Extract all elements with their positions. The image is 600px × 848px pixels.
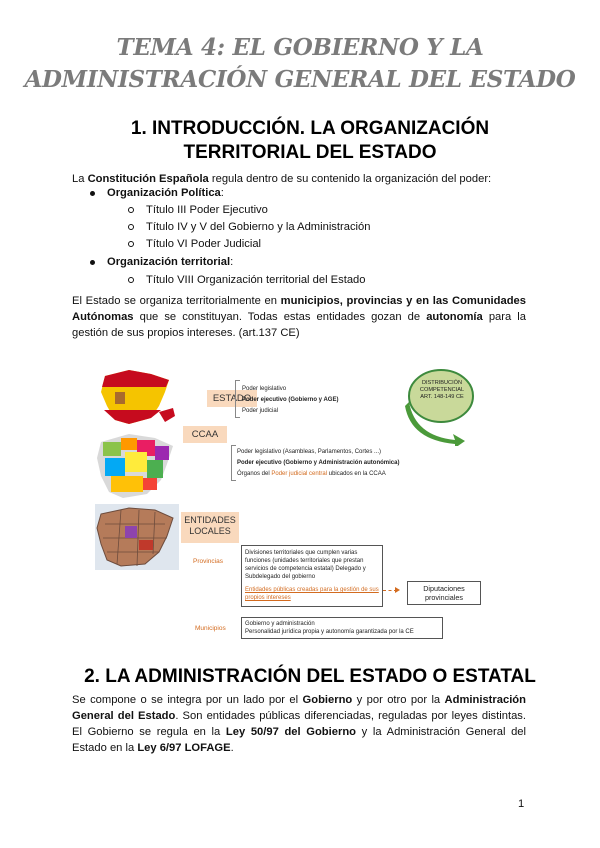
provincias-label: Provincias (193, 558, 223, 565)
section2-heading: 2. LA ADMINISTRACIÓN DEL ESTADO O ESTATAL (84, 666, 536, 687)
bullet-dot-icon (90, 191, 95, 196)
estado-label: ESTADO (207, 390, 257, 407)
circle-bullet-icon (128, 277, 134, 283)
estado-item: Poder ejecutivo (Gobierno y AGE) (242, 397, 339, 403)
bullet-organizacion-territorial: Organización territorial: (90, 256, 233, 268)
section2-paragraph: Se compone o se integra por un lado por el Gobierno y por otro por la Administración General del Estado. Son entidades públicas diferenciadas, reguladas por leyes distintas. El Gobierno se regula en la Ley 50/97 del Gobierno y la Administración General del Estado en la Ley 6/97 LOFAGE. (72, 694, 527, 754)
entidades-locales-label: ENTIDADES LOCALES (181, 512, 239, 543)
document-title-line-2: ADMINISTRACIÓN GENERAL DEL ESTADO (24, 66, 576, 93)
ccaa-item: Órganos del Poder judicial central ubicados en la CCAA (237, 471, 386, 477)
bullet-organizacion-politica: Organización Política: (90, 187, 224, 199)
section1-heading-line-2: TERRITORIAL DEL ESTADO (183, 142, 437, 163)
sub-bullet: Título VIII Organización territorial del Estado (128, 274, 366, 286)
territorial-paragraph: El Estado se organiza territorialmente en municipios, provincias y en las Comunidades Autónomas que se constituyan. Todas estas entidades gozan de autonomía para la gestión de sus propios intereses. (art.137 CE) (72, 295, 526, 339)
diputaciones-box: Diputaciones provinciales (407, 581, 481, 605)
page-number: 1 (518, 798, 525, 810)
arrow-head-icon (395, 587, 400, 593)
bracket (231, 445, 236, 481)
ccaa-item: Poder ejecutivo (Gobierno y Administración autonómica) (237, 460, 400, 466)
ccaa-label: CCAA (183, 426, 227, 443)
ccaa-item: Poder legislativo (Asambleas, Parlamentos, Cortes ...) (237, 449, 382, 455)
bracket (235, 380, 240, 418)
provinces-map-icon (95, 504, 179, 570)
distribution-arrow-icon (385, 366, 503, 446)
municipios-box: Gobierno y administración Personalidad jurídica propia y autonomía garantizada por la CE (241, 617, 443, 639)
sub-bullet: Título IV y V del Gobierno y la Administración (128, 221, 370, 233)
intro-paragraph: La Constitución Española regula dentro de su contenido la organización del poder: (72, 173, 492, 185)
circle-bullet-icon (128, 207, 134, 213)
ccaa-map-icon (95, 430, 179, 502)
territorial-organization-diagram (95, 352, 507, 642)
sub-bullet: Título VI Poder Judicial (128, 238, 261, 250)
municipios-label: Municipios (195, 625, 226, 632)
sub-bullet: Título III Poder Ejecutivo (128, 204, 268, 216)
spain-flag-map-icon (99, 366, 177, 428)
bullet-dot-icon (90, 260, 95, 265)
document-title-line-1: TEMA 4: EL GOBIERNO Y LA (116, 34, 484, 61)
estado-item: Poder judicial (242, 408, 279, 414)
circle-bullet-icon (128, 241, 134, 247)
circle-bullet-icon (128, 224, 134, 230)
distribution-label: DISTRIBUCIÓN COMPETENCIAL ART. 148-149 CE (419, 380, 465, 400)
section1-heading-line-1: 1. INTRODUCCIÓN. LA ORGANIZACIÓN (130, 118, 490, 139)
provincias-box: Divisiones territoriales que cumplen varias funciones (unidades territoriales que prestan servicios de competencia estatal) Delegado y Subdelegado del gobierno Entidades públicas creadas para la gestión de sus propios intereses (241, 545, 383, 607)
estado-item: Poder legislativo (242, 386, 287, 392)
